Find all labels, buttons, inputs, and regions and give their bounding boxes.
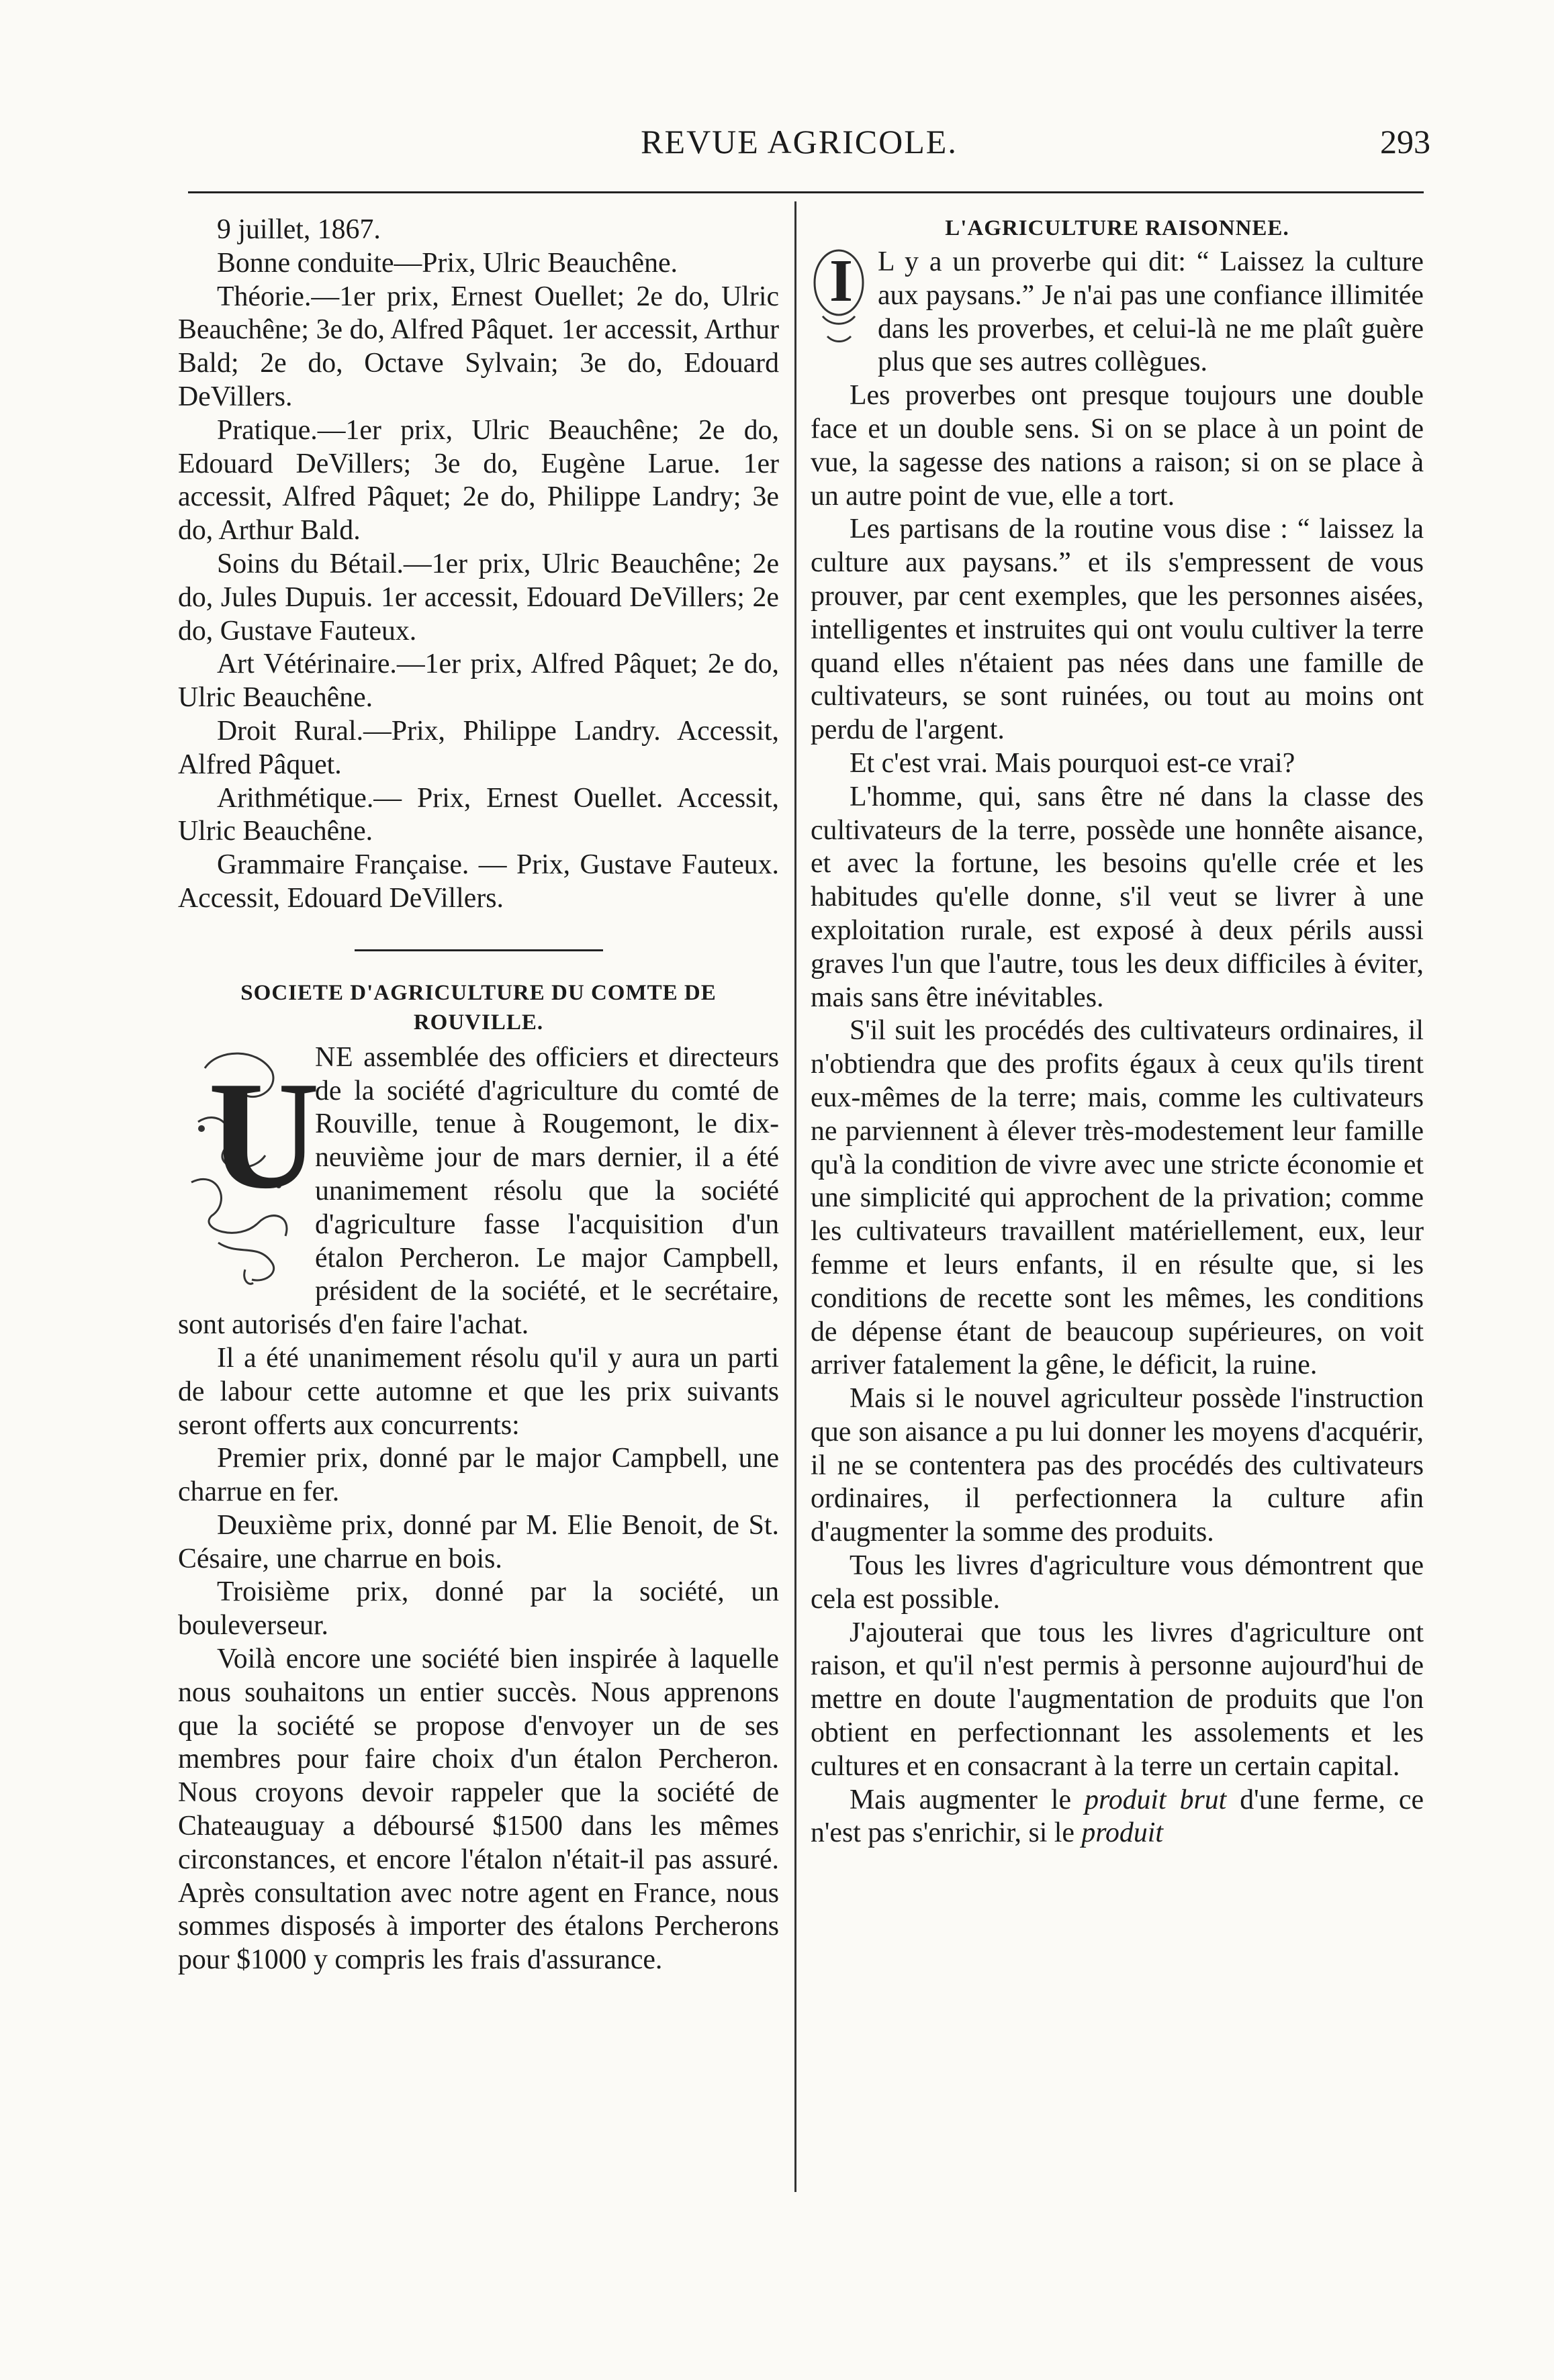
left-column (178, 213, 779, 1977)
italic-run: produit (1081, 1817, 1163, 1849)
article-rouville (178, 1041, 779, 1342)
prize-entry: Droit Rural.—Prix, Philippe Landry. Accessit, Alfred Pâquet. (178, 715, 779, 780)
ornamental-dropcap-i (811, 246, 867, 346)
prize-entry: Arithmétique.— Prix, Ernest Ouellet. Accessit, Ulric Beauchêne. (178, 782, 779, 847)
paragraph: Tous les livres d'agriculture vous démontrent que cela est possible. (811, 1550, 1424, 1615)
text-run: d'une ferme, ce n'est pas s'enrichir, si le (811, 1784, 1424, 1849)
dropcap-letter: U (208, 1049, 320, 1221)
running-head (168, 122, 1430, 169)
section-title-agriculture: L'AGRICULTURE RAISONNEE. (945, 216, 1289, 240)
section-title-rouville: SOCIETE D'AGRICULTURE DU COMTE DE ROUVILLE. (240, 980, 717, 1035)
paragraph: J'ajouterai que tous les livres d'agriculture ont raison, et qu'il n'est permis à personne aujourd'hui de mettre en doute l'augmentation de produits que l'on obtient en perfectionnant les assolements et les cultures et en consacrant à la terre un certain capital. (811, 1617, 1424, 1782)
article-agriculture-opening (811, 246, 1424, 379)
header-rule (188, 191, 1424, 193)
section-separator (355, 949, 603, 951)
prize-entry: Pratique.—1er prix, Ulric Beauchêne; 2e do, Edouard DeVillers; 3e do, Eugène Larue. 1er accessit, Alfred Pâquet; 2e do, Philippe Landry; 3e do, Arthur Bald. (178, 414, 779, 546)
paragraph: Troisième prix, donné par la société, un bouleverseur. (178, 1576, 779, 1641)
paragraph: Premier prix, donné par le major Campbell, une charrue en fer. (178, 1443, 779, 1508)
prize-entry: Grammaire Française. — Prix, Gustave Fauteux. Accessit, Edouard DeVillers. (178, 849, 779, 914)
italic-run: produit brut (1085, 1784, 1227, 1815)
lead-word: NE (315, 1041, 354, 1073)
prize-entry: Soins du Bétail.—1er prix, Ulric Beauchêne; 2e do, Jules Dupuis. 1er accessit, Edouard DeVillers; 2e do, Gustave Fauteux. (178, 548, 779, 647)
paragraph: Mais si le nouvel agriculteur possède l'instruction que son aisance a pu lui donner les moyens d'acquérir, il ne se contentera pas des procédés des cultivateurs ordinaires, il perfectionnera la culture afin d'augmenter la somme des produits. (811, 1383, 1424, 1548)
paragraph: Et c'est vrai. Mais pourquoi est-ce vrai? (850, 747, 1295, 779)
right-column (811, 213, 1424, 1850)
prize-entry: Théorie.—1er prix, Ernest Ouellet; 2e do, Ulric Beauchêne; 3e do, Alfred Pâquet. 1er accessit, Arthur Bald; 2e do, Octave Sylvain; 3e do, Edouard DeVillers. (178, 281, 779, 412)
column-divider (794, 201, 796, 2192)
paragraph: Les partisans de la routine vous dise : “ laissez la culture aux paysans.” et ils s'empressent de vous prouver, par cent exemples, que les personnes aisées, intelligentes et instruites qui ont voulu cultiver la terre quand elles n'étaient pas nées dans une famille de cultivateurs, se sont ruinées, ou tout au moins ont perdu de l'argent. (811, 514, 1424, 746)
paragraph: Deuxième prix, donné par M. Elie Benoit, de St. Césaire, une charrue en bois. (178, 1509, 779, 1574)
dropcap-letter: I (829, 248, 854, 314)
paragraph-final (811, 1784, 1424, 1851)
prize-entry: Bonne conduite—Prix, Ulric Beauchêne. (217, 247, 678, 279)
paragraph: Il a été unanimement résolu qu'il y aura un parti de labour cette automne et que les prix suivants seront offerts aux concurrents: (178, 1342, 779, 1441)
paragraph: Voilà encore une société bien inspirée à laquelle nous souhaitons un entier succès. Nous apprenons que la société se propose d'envoyer un de ses membres pour faire choix d'un étalon Percheron. Nous croyons devoir rappeler que la société de Chateauguay a déboursé $1500 dans les mêmes circonstances, et encore l'étalon n'était-il pas assuré. Après consultation avec notre agent en France, nous sommes disposés à importer des étalons Percherons pour $1000 y compris les frais d'assurance. (178, 1644, 779, 1976)
ornamental-dropcap-u (178, 1041, 320, 1291)
paragraph-text: assemblée des officiers et directeurs de la société d'agriculture du comté de Rouville, tenue à Rougemont, le dix-neuvième jour de mars dernier, il a été unanimement résolu que la société d'agriculture fasse l'acquisition d'un étalon Percheron. Le major Campbell, président de la société, et le secrétaire, sont autorisés d'en faire l'achat. (178, 1041, 779, 1341)
running-title: REVUE AGRICOLE. (641, 123, 958, 160)
dateline: 9 juillet, 1867. (217, 214, 381, 245)
page-number: 293 (1380, 123, 1430, 160)
paragraph: Les proverbes ont presque toujours une double face et un double sens. Si on se place à un point de vue, la sagesse des nations a raison; si on se place à un autre point de vue, elle a tort. (811, 380, 1424, 512)
paragraph: L'homme, qui, sans être né dans la classe des cultivateurs de la terre, possède une honnête aisance, et avec la fortune, les besoins qu'elle crée et les habitudes qu'elle donne, s'il veut se livrer à une exploitation rurale, est exposé à deux périls aussi graves l'un que l'autre, tous les deux difficiles à éviter, mais sans être inévitables. (811, 781, 1424, 1013)
text-run: Mais augmenter le (850, 1784, 1072, 1815)
prize-entry: Art Vétérinaire.—1er prix, Alfred Pâquet; 2e do, Ulric Beauchêne. (178, 649, 779, 714)
paragraph: S'il suit les procédés des cultivateurs ordinaires, il n'obtiendra que des profits égaux à ceux qu'ils tirent eux-mêmes de la terre; mais, comme les cultivateurs ne parviennent à élever très-modestement leur famille qu'à la condition de vivre avec une stricte économie et une simplicité qui approchent de la privation; comme les cultivateurs travaillent matériellement, eux, leur femme et leurs enfants, il en résulte que, si les conditions de recette sont les mêmes, les conditions de dépense étant de beaucoup supérieures, on voit arriver fatalement la gêne, le déficit, la ruine. (811, 1015, 1424, 1381)
paragraph: L y a un proverbe qui dit: “ Laissez la culture aux paysans.” Je n'ai pas une confiance illimitée dans les proverbes, et celui-là ne me plaît guère plus que ses autres collègues. (878, 246, 1424, 378)
